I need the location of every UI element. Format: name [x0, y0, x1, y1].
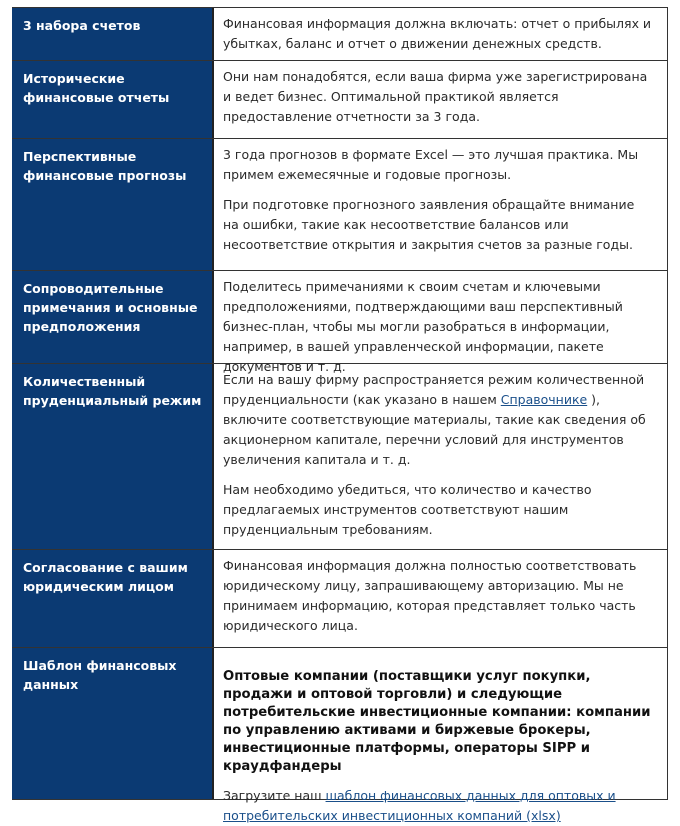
bold-heading: Оптовые компании (поставщики услуг покупки, продажи и оптовой торговли) и следующие потребительские инвестиционные компании: компании по управлению активами и биржевые брокеры, инвестиционные платформы, операторы SIPP и краудфандеры [223, 669, 651, 774]
row-content [214, 550, 668, 647]
row-content [214, 648, 668, 823]
template-download-link[interactable]: шаблон финансовых данных для оптовых и потребительских инвестиционных компаний (xlsx) [223, 788, 616, 823]
paragraph-text: Если на вашу фирму распространяется режим количественной пруденциальности (как указано в нашем [223, 372, 645, 407]
row-label: Перспективные финансовые прогнозы [12, 139, 214, 270]
paragraph: Финансовая информация должна полностью соответствовать юридическому лицу, запрашивающему авторизацию. Мы не принимаем информацию, которая представляет только часть юридического лица. [223, 558, 637, 633]
row-label: 3 набора счетов [12, 8, 214, 60]
row-content [214, 61, 668, 138]
paragraph: Они нам понадобятся, если ваша фирма уже зарегистрирована и ведет бизнес. Оптимальной практикой является предоставление отчетности за 3 года. [223, 69, 648, 124]
paragraph: Поделитесь примечаниями к своим счетам и ключевыми предположениями, подтверждающими ваш перспективный бизнес-план, чтобы мы могли разобраться в информации, например, в вашей управленческой информации, пакете документов и т. д. [223, 279, 623, 374]
paragraph: При подготовке прогнозного заявления обращайте внимание на ошибки, такие как несоответствие балансов или несоответствие открытия и закрытия счетов за разные годы. [223, 197, 635, 252]
row-label: Исторические финансовые отчеты [12, 61, 214, 138]
table-row [12, 139, 668, 271]
row-label: Согласование с вашим юридическим лицом [12, 550, 214, 647]
paragraph-text: Загрузите наш [223, 788, 326, 803]
table-row [12, 364, 668, 550]
requirements-table [12, 7, 668, 823]
row-content [214, 8, 668, 60]
paragraph: Финансовая информация должна включать: отчет о прибылях и убытках, баланс и отчет о движении денежных средств. [223, 16, 652, 51]
paragraph: 3 года прогнозов в формате Excel — это лучшая практика. Мы примем ежемесячные и годовые прогнозы. [223, 147, 639, 182]
row-label: Сопроводительные примечания и основные предположения [12, 271, 214, 363]
paragraph-text: ), включите соответствующие материалы, такие как сведения об акционерном капитале, перечни условий для инструментов увеличения капитала и т. д. [223, 392, 646, 467]
row-label: Шаблон финансовых данных [12, 648, 214, 799]
row-label: Количественный пруденциальный режим [12, 364, 214, 549]
row-content [214, 139, 668, 270]
paragraph [223, 786, 653, 826]
paragraph [223, 370, 653, 470]
table-row [12, 61, 668, 139]
table-row [12, 8, 668, 61]
paragraph: Нам необходимо убедиться, что количество и качество предлагаемых инструментов соответствуют нашим пруденциальным требованиям. [223, 482, 592, 537]
table-row [12, 271, 668, 374]
table-row [12, 648, 668, 823]
row-content [214, 364, 668, 549]
table-row [12, 550, 668, 648]
handbook-link[interactable]: Справочнике [500, 392, 588, 407]
row-content [214, 271, 668, 374]
